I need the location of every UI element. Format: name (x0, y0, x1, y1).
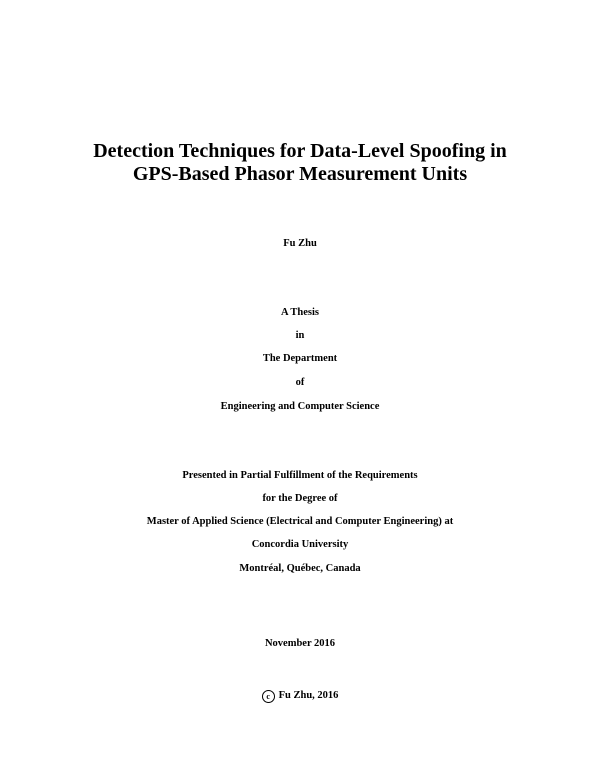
title-line-2: GPS-Based Phasor Measurement Units (132, 163, 468, 185)
presentation-line-1: Presented in Partial Fulfillment of the Requirements (182, 470, 418, 481)
presentation-line-5: Montréal, Québec, Canada (239, 563, 361, 574)
title-line-1: Detection Techniques for Data-Level Spoofing in (93, 140, 507, 162)
thesis-line-1: A Thesis (280, 307, 320, 318)
copyright-notice (0, 689, 600, 703)
author-name: Fu Zhu (283, 238, 317, 249)
copyright-icon: c (262, 690, 275, 703)
thesis-line-5: Engineering and Computer Science (220, 401, 380, 412)
thesis-line-2: in (295, 330, 305, 341)
presentation-line-2: for the Degree of (262, 493, 338, 504)
presentation-line-3: Master of Applied Science (Electrical and Computer Engineering) at (146, 516, 454, 527)
presentation-line-4: Concordia University (251, 539, 349, 550)
thesis-line-4: of (295, 377, 305, 388)
thesis-line-3: The Department (262, 353, 338, 364)
copyright-text: Fu Zhu, 2016 (278, 690, 339, 701)
submission-date: November 2016 (264, 638, 336, 649)
